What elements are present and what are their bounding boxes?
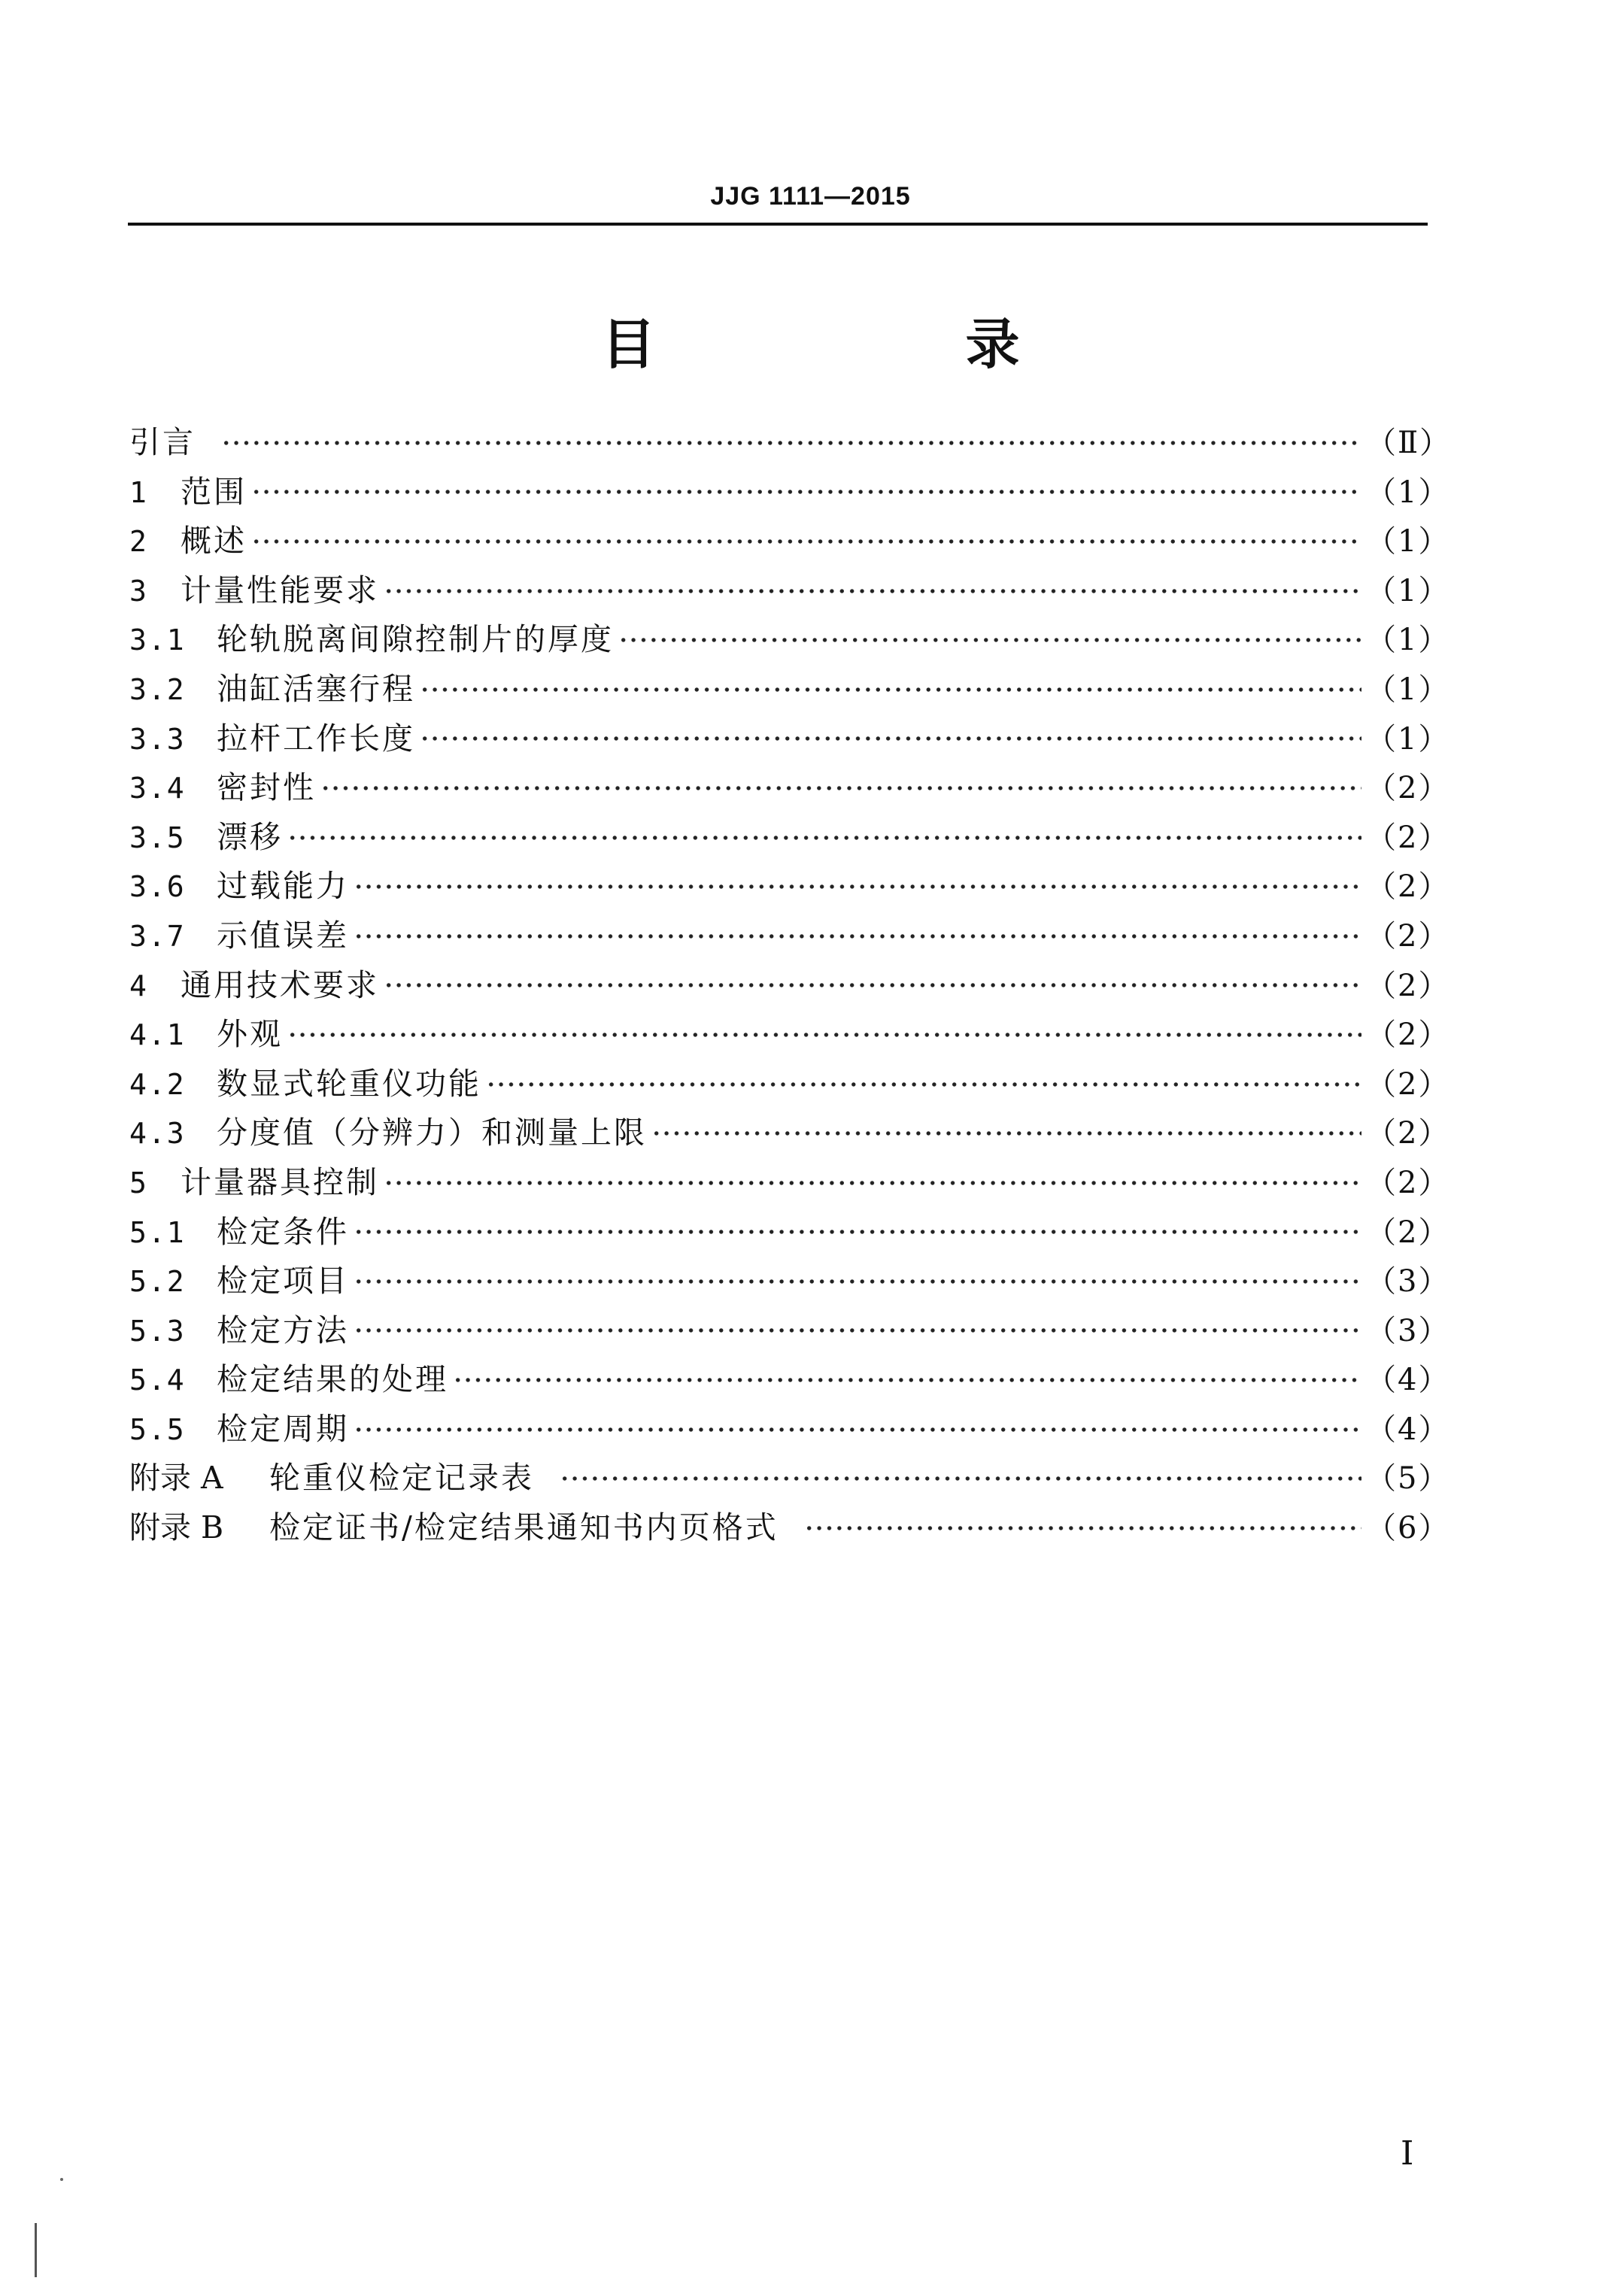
toc-entry-label: 过载能力 — [217, 868, 349, 905]
toc-entry-label: 范围 — [181, 473, 247, 510]
toc-entry-label: 油缸活塞行程 — [217, 670, 415, 707]
toc-entry-page: （2） — [1366, 820, 1450, 855]
toc-dot-leader — [354, 1223, 1361, 1241]
toc-entry-number: 4.2 — [129, 1067, 186, 1101]
toc-entry-page: （2） — [1366, 1215, 1450, 1250]
toc-entry-label: 拉杆工作长度 — [217, 720, 415, 757]
toc-entry-5-4[interactable] — [129, 1355, 1450, 1405]
toc-entry-number: 5.5 — [129, 1412, 186, 1446]
toc-dot-leader — [384, 976, 1361, 994]
toc-entry-3-1[interactable] — [129, 615, 1450, 665]
toc-entry-page: （2） — [1366, 1066, 1450, 1102]
toc-entry-label: 示值误差 — [217, 917, 349, 954]
toc-entry-number: 3.2 — [129, 672, 186, 706]
toc-entry-3[interactable] — [129, 566, 1450, 616]
toc-dot-leader — [287, 829, 1361, 847]
toc-entry-page: （2） — [1366, 869, 1450, 905]
toc-entry-number: 5.3 — [129, 1314, 186, 1348]
toc-dot-leader — [651, 1124, 1361, 1142]
toc-dot-leader — [354, 878, 1361, 896]
toc-entry-1[interactable] — [129, 468, 1450, 517]
toc-entry-label: 计量器具控制 — [181, 1163, 379, 1200]
toc-entry-4-1[interactable] — [129, 1010, 1450, 1060]
toc-entry-label: 检定条件 — [217, 1213, 349, 1250]
toc-entry-5-3[interactable] — [129, 1306, 1450, 1356]
toc-entry-number: 3 — [129, 574, 148, 608]
toc-entry-label: 漂移 — [217, 818, 283, 855]
toc-entry-page: （2） — [1366, 771, 1450, 806]
toc-entry-page: （4） — [1366, 1412, 1450, 1447]
toc-entry-page: （3） — [1366, 1313, 1450, 1348]
toc-entry-label: 轮轨脱离间隙控制片的厚度 — [217, 621, 614, 658]
toc-entry-page: （1） — [1366, 721, 1450, 757]
toc-entry-page: （5） — [1366, 1461, 1450, 1497]
toc-entry-page: （1） — [1366, 573, 1450, 608]
page-number: I — [1401, 2134, 1414, 2173]
toc-entry-number: 4.1 — [129, 1018, 186, 1052]
toc-entry-label: 概述 — [181, 523, 247, 560]
toc-dot-leader — [384, 582, 1361, 600]
toc-entry-page: （3） — [1366, 1264, 1450, 1300]
toc-entry-5-1[interactable] — [129, 1208, 1450, 1257]
toc-entry-number: 1 — [129, 475, 148, 509]
standard-code: JJG 1111—2015 — [710, 182, 911, 211]
table-of-contents — [129, 418, 1452, 1553]
toc-entry-page: （1） — [1366, 524, 1450, 560]
toc-dot-leader — [251, 532, 1361, 550]
toc-dot-leader — [251, 483, 1361, 501]
toc-entry-number: 4 — [129, 969, 148, 1002]
toc-dot-leader — [420, 729, 1361, 748]
toc-entry-number: 附录 B — [129, 1509, 224, 1546]
toc-dot-leader — [486, 1075, 1361, 1093]
toc-entry-5-5[interactable] — [129, 1405, 1450, 1454]
toc-entry-page: （2） — [1366, 968, 1450, 1003]
toc-entry-label: 检定周期 — [217, 1410, 349, 1447]
toc-entry-number: 5.2 — [129, 1265, 186, 1299]
toc-entry-page: （Ⅱ） — [1366, 426, 1452, 460]
toc-entry-number: 附录 A — [129, 1460, 223, 1497]
toc-entry-label: 通用技术要求 — [181, 966, 379, 1003]
toc-entry-3-3[interactable] — [129, 714, 1450, 764]
toc-entry-number: 3.6 — [129, 870, 186, 904]
toc-entry-4-3[interactable] — [129, 1109, 1450, 1158]
toc-dot-leader — [354, 1421, 1361, 1439]
toc-entry-3-2[interactable] — [129, 665, 1450, 714]
toc-entry-page: （1） — [1366, 475, 1450, 510]
toc-entry-page: （4） — [1366, 1363, 1450, 1398]
toc-entry-3-4[interactable] — [129, 763, 1450, 813]
toc-entry-number: 3.4 — [129, 772, 186, 805]
toc-entry-number: 5.1 — [129, 1215, 186, 1249]
toc-dot-leader — [354, 927, 1361, 945]
toc-entry-number: 3.1 — [129, 623, 186, 657]
toc-entry-label: 数显式轮重仪功能 — [217, 1065, 481, 1102]
toc-entry-3-7[interactable] — [129, 911, 1450, 961]
toc-dot-leader — [354, 1272, 1361, 1291]
toc-entry-3-6[interactable] — [129, 862, 1450, 911]
toc-entry-page: （2） — [1366, 918, 1450, 954]
toc-dot-leader — [320, 779, 1361, 797]
toc-entry-introduction[interactable] — [129, 418, 1452, 468]
toc-dot-leader — [221, 434, 1361, 452]
toc-entry-label: 检定项目 — [217, 1263, 349, 1300]
toc-entry-5[interactable] — [129, 1158, 1450, 1208]
toc-entry-label: 计量性能要求 — [181, 572, 379, 608]
toc-entry-appendix-b[interactable] — [129, 1503, 1450, 1553]
toc-entry-label: 外观 — [217, 1016, 283, 1053]
toc-entry-label: 轮重仪检定记录表 — [269, 1460, 534, 1497]
page-title: 目 录 — [601, 313, 1148, 376]
toc-entry-page: （1） — [1366, 672, 1450, 707]
toc-dot-leader — [420, 681, 1361, 699]
scan-artifact-line — [35, 2223, 37, 2277]
toc-entry-number: 3.3 — [129, 722, 186, 756]
toc-entry-page: （6） — [1366, 1511, 1450, 1546]
toc-entry-page: （2） — [1366, 1165, 1450, 1200]
scan-artifact-dot — [60, 2178, 63, 2181]
toc-entry-label: 引言 — [129, 424, 196, 460]
toc-entry-number: 2 — [129, 525, 148, 559]
toc-entry-label: 密封性 — [217, 769, 316, 806]
toc-dot-leader — [384, 1174, 1361, 1192]
toc-entry-label: 检定方法 — [217, 1312, 349, 1348]
toc-dot-leader — [804, 1519, 1361, 1537]
toc-entry-number: 3.5 — [129, 820, 186, 854]
toc-entry-number: 4.3 — [129, 1117, 186, 1151]
toc-entry-3-5[interactable] — [129, 813, 1450, 863]
toc-entry-5-2[interactable] — [129, 1257, 1450, 1306]
toc-dot-leader — [453, 1371, 1361, 1389]
toc-dot-leader — [560, 1470, 1361, 1488]
toc-entry-page: （2） — [1366, 1018, 1450, 1053]
header-rule — [128, 223, 1428, 226]
toc-entry-number: 5 — [129, 1166, 148, 1200]
toc-entry-number: 5.4 — [129, 1363, 186, 1397]
toc-entry-4[interactable] — [129, 961, 1450, 1011]
toc-entry-label: 检定结果的处理 — [217, 1361, 448, 1398]
toc-entry-number: 3.7 — [129, 919, 186, 953]
toc-dot-leader — [618, 631, 1361, 649]
toc-entry-page: （2） — [1366, 1116, 1450, 1151]
toc-dot-leader — [287, 1026, 1361, 1044]
toc-dot-leader — [354, 1321, 1361, 1339]
toc-entry-label: 分度值（分辨力）和测量上限 — [217, 1115, 647, 1151]
toc-entry-label: 检定证书/检定结果通知书内页格式 — [269, 1509, 779, 1546]
toc-entry-4-2[interactable] — [129, 1060, 1450, 1109]
toc-entry-appendix-a[interactable] — [129, 1454, 1450, 1503]
toc-entry-page: （1） — [1366, 623, 1450, 658]
toc-entry-2[interactable] — [129, 517, 1450, 566]
